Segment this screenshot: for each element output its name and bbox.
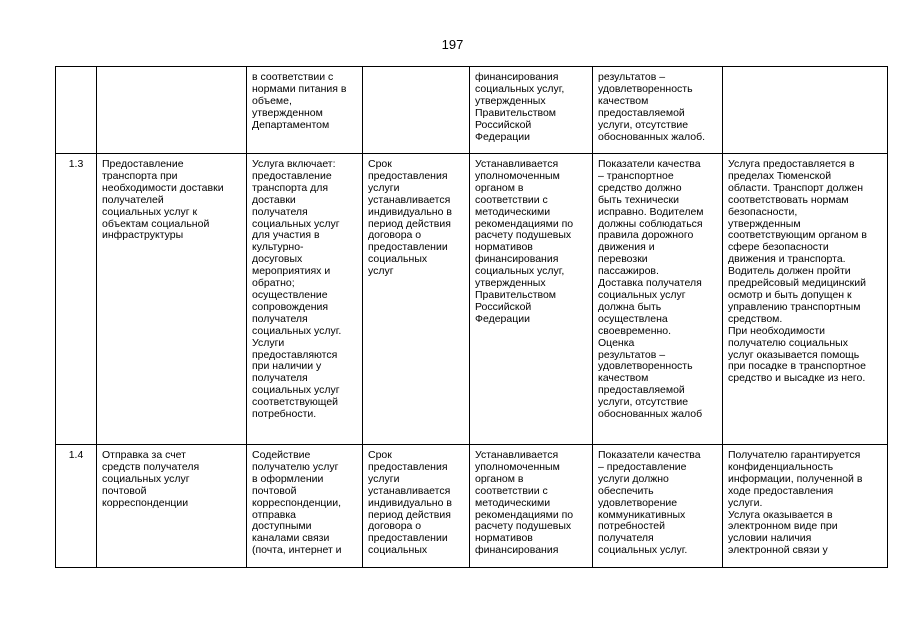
table-row <box>56 67 888 154</box>
cell-conditions: Услуга предоставляется в пределах Тюменской области. Транспорт должен соответствовать нормам безопасности, утвержденным соответствующим органом в сфере безопасности движения и транспорта. Водитель должен пройти предрейсовый медицинский осмотр и быть допущен к управлению транспортным средством. При необходимости получателю социальных услуг оказывается помощь при посадке в транспортное средство и высадке из него. <box>723 154 888 445</box>
cell-service-content: Услуга включает: предоставление транспорта для доставки получателя социальных услуг для участия в культурно- досуговых мероприятиях и обратно; осуществление сопровождения получателя социальных услуг. Услуги предоставляются при наличии у получателя социальных услуг соответствующей потребности. <box>247 154 363 445</box>
services-table <box>55 66 888 568</box>
cell-service-name <box>97 67 247 154</box>
cell-service-name: Предоставление транспорта при необходимости доставки получателей социальных услуг к объектам социальной инфраструктуры <box>97 154 247 445</box>
cell-norm: Устанавливается уполномоченным органом в соответствии с методическими рекомендациями по расчету подушевых нормативов финансирования социальных услуг, утвержденных Правительством Российской Федерации <box>470 154 593 445</box>
cell-conditions <box>723 67 888 154</box>
cell-number: 1.4 <box>56 445 97 568</box>
cell-quality: результатов – удовлетворенность качеством предоставляемой услуги, отсутствие обоснованных жалоб. <box>593 67 723 154</box>
cell-quality: Показатели качества – транспортное средство должно быть технически исправно. Водителем должны соблюдаться правила дорожного движения и перевозки пассажиров. Доставка получателя социальных услуг должна быть осуществлена своевременно. Оценка результатов – удовлетворенность качеством предоставляемой услуги, отсутствие обоснованных жалоб <box>593 154 723 445</box>
page-number: 197 <box>441 37 464 52</box>
cell-service-name: Отправка за счет средств получателя социальных услуг почтовой корреспонденции <box>97 445 247 568</box>
cell-conditions: Получателю гарантируется конфиденциальность информации, полученной в ходе предоставления услуги. Услуга оказывается в электронном виде при условии наличия электронной связи у <box>723 445 888 568</box>
table-row <box>56 445 888 568</box>
cell-term <box>363 67 470 154</box>
table-row <box>56 154 888 445</box>
cell-quality: Показатели качества – предоставление услуги должно обеспечить удовлетворение коммуникативных потребностей получателя социальных услуг. <box>593 445 723 568</box>
cell-norm: финансирования социальных услуг, утвержденных Правительством Российской Федерации <box>470 67 593 154</box>
cell-service-content: в соответствии с нормами питания в объеме, утвержденном Департаментом <box>247 67 363 154</box>
cell-number <box>56 67 97 154</box>
cell-term: Срок предоставления услуги устанавливается индивидуально в период действия договора о предоставлении социальных услуг <box>363 154 470 445</box>
cell-number: 1.3 <box>56 154 97 445</box>
cell-term: Срок предоставления услуги устанавливается индивидуально в период действия договора о предоставлении социальных <box>363 445 470 568</box>
cell-norm: Устанавливается уполномоченным органом в соответствии с методическими рекомендациями по расчету подушевых нормативов финансирования <box>470 445 593 568</box>
cell-service-content: Содействие получателю услуг в оформлении почтовой корреспонденции, отправка доступными каналами связи (почта, интернет и <box>247 445 363 568</box>
